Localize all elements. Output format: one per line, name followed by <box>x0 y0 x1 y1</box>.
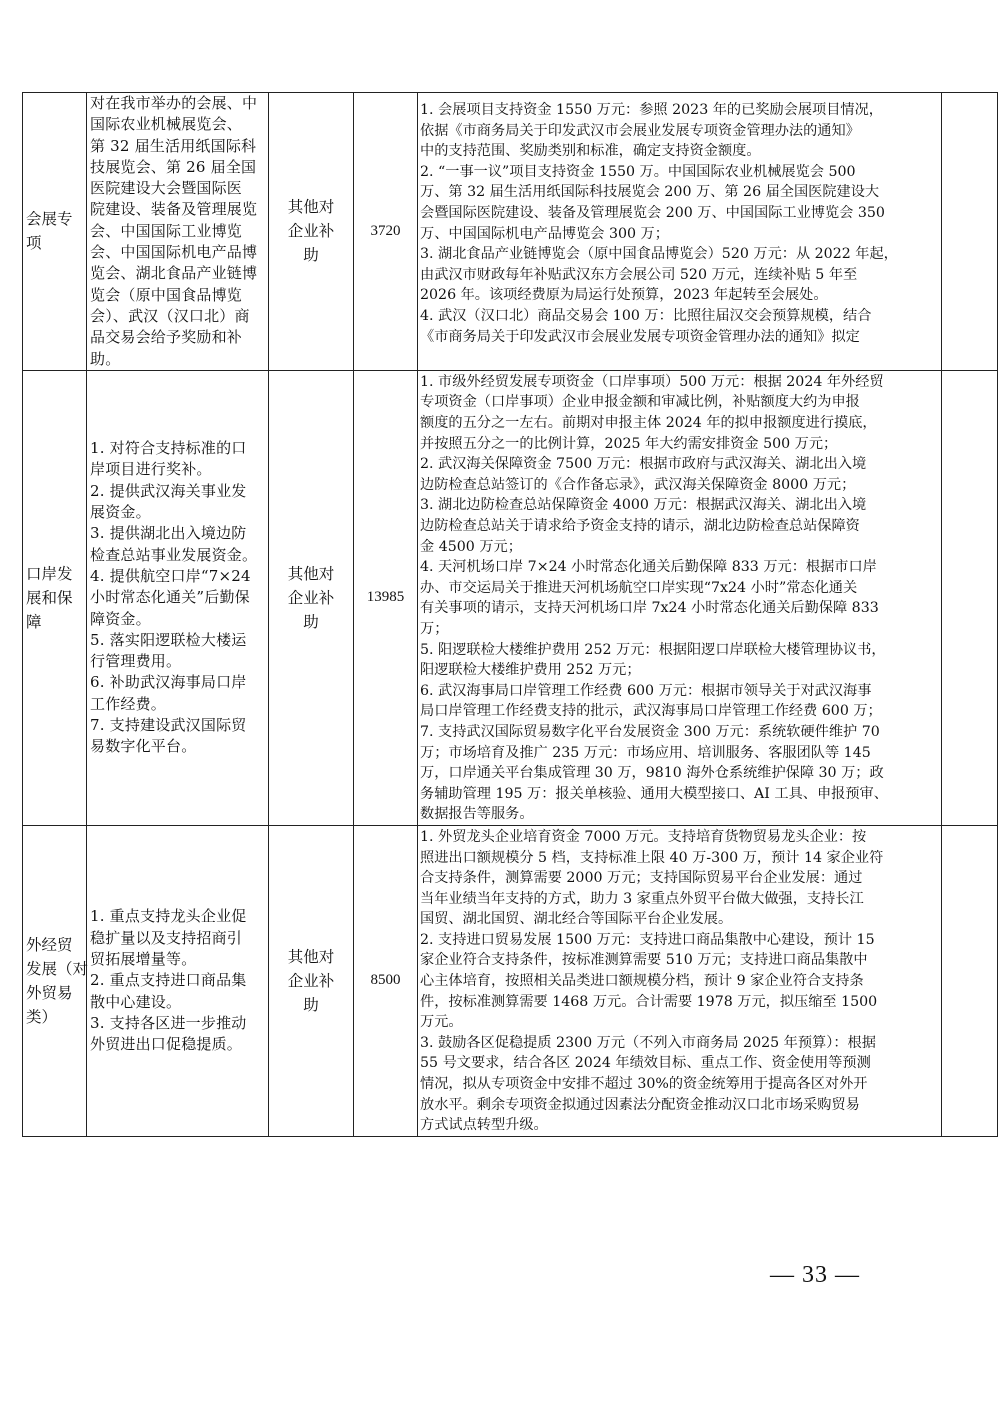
text-line: 国际农业机械展览会、 <box>90 115 243 134</box>
text-line: 企业补 <box>287 971 335 990</box>
text-line: 院建设、装备及管理展览 <box>90 200 258 219</box>
text-line: 障资金。 <box>90 609 151 628</box>
text-line: 合支持条件，测算需要 2000 万元；支持国际贸易平台企业发展：通过 <box>420 870 863 887</box>
amount-cell: 8500 <box>354 825 418 1136</box>
text-line: 展资金。 <box>90 503 151 522</box>
text-line: 助。 <box>90 349 121 368</box>
text-line: 家企业符合支持条件，按标准测算需要 510 万元；支持进口商品集散中 <box>420 952 868 969</box>
text-line: 万、中国国际机电产品博览会 300 万； <box>420 225 669 242</box>
text-line: 万； <box>420 620 449 637</box>
note-cell <box>942 370 998 825</box>
text-line: 数据报告等服务。 <box>420 806 534 823</box>
text-line: 心主体培育，按照相关品类进口额规模分档，预计 9 家企业符合支持条 <box>420 973 864 990</box>
text-line: 项 <box>26 234 42 253</box>
calculation-basis-cell <box>418 370 942 825</box>
project-name-cell <box>23 93 87 371</box>
amount-cell: 3720 <box>354 93 418 371</box>
text-line: 放水平。剩余专项资金拟通过因素法分配资金推动汉口北市场采购贸易 <box>420 1096 860 1113</box>
text-line: 7. 支持武汉国际贸易数字化平台发展资金 300 万元：系统软硬件维护 70 <box>420 723 880 740</box>
text-line: 技展览会、第 26 届全国 <box>90 157 257 176</box>
text-line: 易数字化平台。 <box>90 737 197 756</box>
text-line: 医院建设大会暨国际医 <box>90 179 243 198</box>
text-line: 有关事项的请示，支持天河机场口岸 7x24 小时常态化通关后勤保障 833 <box>420 600 879 617</box>
text-line: 2. 提供武汉海关事业发 <box>90 481 247 500</box>
project-description-cell <box>87 93 269 371</box>
text-line: 岸项目进行奖补。 <box>90 460 212 479</box>
text-line: 展和保 <box>26 588 73 607</box>
text-line: 会、中国国际工业博览 <box>90 221 243 240</box>
text-line: 1. 对符合支持标准的口 <box>90 439 247 458</box>
text-line: 3. 支持各区进一步推动 <box>90 1013 247 1032</box>
text-line: 第 32 届生活用纸国际科 <box>90 136 257 155</box>
text-line: 55 号文要求，结合各区 2024 年绩效目标、重点工作、资金使用等预测 <box>420 1055 871 1072</box>
text-line: 外贸进出口促稳提质。 <box>90 1035 243 1054</box>
text-line: 行管理费用。 <box>90 652 182 671</box>
table-row <box>23 93 998 371</box>
page-number: — 33 — <box>770 1262 860 1288</box>
calculation-basis-cell <box>418 93 942 371</box>
text-line: 照进出口额规模分 5 档，支持标准上限 40 万-300 万，预计 14 家企业符 <box>420 849 884 866</box>
text-line: 其他对 <box>287 947 335 966</box>
text-line: 2. 支持进口贸易发展 1500 万元：支持进口商品集散中心建设，预计 15 <box>420 931 875 948</box>
text-line: 7. 支持建设武汉国际贸 <box>90 716 247 735</box>
text-line: 外贸易 <box>26 983 73 1002</box>
text-line: 万；市场培育及推广 235 万元：市场应用、培训服务、客服团队等 145 <box>420 744 871 761</box>
text-line: 方式试点转型升级。 <box>420 1117 548 1134</box>
table-row <box>23 370 998 825</box>
project-description-cell <box>87 825 269 1136</box>
text-line: 件，按标准测算需要 1468 万元。合计需要 1978 万元，拟压缩至 1500 <box>420 993 878 1010</box>
text-line: 3. 鼓励各区促稳提质 2300 万元（不列入市商务局 2025 年预算）：根据 <box>420 1034 876 1051</box>
text-line: 企业补 <box>287 588 335 607</box>
text-line: 国贸、湖北国贸、湖北经合等国际平台企业发展。 <box>420 911 733 928</box>
text-line: 局口岸管理工作经费支持的批示，武汉海事局口岸管理工作经费 600 万； <box>420 703 882 720</box>
text-line: 阳逻联检大楼维护费用 252 万元； <box>420 662 641 679</box>
text-line: 3. 提供湖北出入境边防 <box>90 524 247 543</box>
text-line: 会）、武汉（汉口北）商 <box>90 306 250 325</box>
text-line: 务辅助管理 195 万：报关单核验、通用大模型接口、AI 工具、申报预审、 <box>420 785 888 802</box>
text-line: 中的支持范围、奖励类别和标准，确定支持资金额度。 <box>420 143 761 160</box>
text-line: 览会、湖北食品产业链博 <box>90 264 258 283</box>
text-line: 发展（对 <box>26 959 89 978</box>
text-line: 5. 阳逻联检大楼维护费用 252 万元：根据阳逻口岸联检大楼管理协议书， <box>420 641 886 658</box>
text-line: 4. 武汉（汉口北）商品交易会 100 万：比照往届汉交会预算规模，结合 <box>420 307 872 324</box>
text-line: 会展专 <box>26 210 73 229</box>
text-line: 2026 年。该项经费原为局运行处预算，2023 年起转至会展处。 <box>420 287 828 304</box>
text-line: 2. “一事一议”项目支持资金 1550 万。中国国际农业机械展览会 500 <box>420 163 856 180</box>
text-line: 边防检查总站关于请求给予资金支持的请示，湖北边防检查总站保障资 <box>420 518 860 535</box>
text-line: 检查总站事业发展资金。 <box>90 545 258 564</box>
text-line: 外经贸 <box>26 935 73 954</box>
text-line: 万，口岸通关平台集成管理 30 万，9810 海外仓系统维护保障 30 万；政 <box>420 765 884 782</box>
calculation-basis-cell <box>418 825 942 1136</box>
text-line: 当年业绩当年支持的方式，助力 3 家重点外贸平台做大做强，支持长江 <box>420 890 864 907</box>
funding-type-cell <box>269 370 354 825</box>
text-line: 贸拓展增量等。 <box>90 949 197 968</box>
text-line: 万、第 32 届生活用纸国际科技展览会 200 万、第 26 届全国医院建设大 <box>420 184 880 201</box>
text-line: 品交易会给予奖励和补 <box>90 328 243 347</box>
text-line: 5. 落实阳逻联检大楼运 <box>90 630 247 649</box>
text-line: 其他对 <box>287 198 335 217</box>
text-line: 稳扩量以及支持招商引 <box>90 928 243 947</box>
funding-type-cell <box>269 825 354 1136</box>
text-line: 2. 武汉海关保障资金 7500 万元：根据市政府与武汉海关、湖北出入境 <box>420 456 867 473</box>
text-line: 小时常态化通关”后勤保 <box>90 588 250 607</box>
project-name-cell <box>23 370 87 825</box>
text-line: 会暨国际医院建设、装备及管理展览会 200 万、中国国际工业博览会 350 <box>420 204 885 221</box>
text-line: 1. 重点支持龙头企业促 <box>90 907 247 926</box>
text-line: 万元。 <box>420 1014 463 1031</box>
text-line: 散中心建设。 <box>90 992 182 1011</box>
text-line: 6. 武汉海事局口岸管理工作经费 600 万元：根据市领导关于对武汉海事 <box>420 682 872 699</box>
text-line: 助 <box>303 246 319 265</box>
text-line: 3. 湖北食品产业链博览会（原中国食品博览会）520 万元：从 2022 年起， <box>420 246 898 263</box>
text-line: 并按照五分之一的比例计算，2025 年大约需安排资金 500 万元； <box>420 435 838 452</box>
text-line: 1. 外贸龙头企业培育资金 7000 万元。支持培育货物贸易龙头企业：按 <box>420 828 867 845</box>
funding-type-cell <box>269 93 354 371</box>
project-description-cell <box>87 370 269 825</box>
amount-cell: 13985 <box>354 370 418 825</box>
table-row <box>23 825 998 1136</box>
text-line: 工作经费。 <box>90 694 167 713</box>
note-cell <box>942 93 998 371</box>
text-line: 对在我市举办的会展、中 <box>90 94 258 112</box>
text-line: 企业补 <box>287 222 335 241</box>
text-line: 额度的五分之一左右。前期对申报主体 2024 年的拟申报额度进行摸底， <box>420 415 877 432</box>
text-line: 6. 补助武汉海事局口岸 <box>90 673 247 692</box>
text-line: 2. 重点支持进口商品集 <box>90 971 247 990</box>
text-line: 览会（原中国食品博览 <box>90 285 243 304</box>
text-line: 4. 提供航空口岸“7×24 <box>90 566 251 585</box>
text-line: 3. 湖北边防检查总站保障资金 4000 万元：根据武汉海关、湖北出入境 <box>420 497 867 514</box>
project-name-cell <box>23 825 87 1136</box>
text-line: 1. 市级外经贸发展专项资金（口岸事项）500 万元：根据 2024 年外经贸 <box>420 373 884 390</box>
text-line: 1. 会展项目支持资金 1550 万元：参照 2023 年的已奖励会展项目情况， <box>420 102 883 118</box>
text-line: 金 4500 万元； <box>420 538 522 555</box>
text-line: 4. 天河机场口岸 7×24 小时常态化通关后勤保障 833 万元：根据市口岸 <box>420 559 877 576</box>
text-line: 助 <box>303 995 319 1014</box>
text-line: 办、市交运局关于推进天河机场航空口岸实现“7x24 小时”常态化通关 <box>420 579 858 596</box>
text-line: 类） <box>26 1007 58 1026</box>
text-line: 《市商务局关于印发武汉市会展业发展专项资金管理办法的通知》拟定 <box>420 328 860 345</box>
note-cell <box>942 825 998 1136</box>
text-line: 由武汉市财政每年补贴武汉东方会展公司 520 万元，连续补贴 5 年至 <box>420 266 858 283</box>
funding-table <box>22 92 998 1137</box>
text-line: 助 <box>303 612 319 631</box>
text-line: 口岸发 <box>26 564 73 583</box>
text-line: 专项资金（口岸事项）企业申报金额和审减比例，补贴额度大约为申报 <box>420 394 860 411</box>
text-line: 其他对 <box>287 564 335 583</box>
text-line: 情况，拟从专项资金中安排不超过 30%的资金统筹用于提高各区对外开 <box>420 1076 868 1093</box>
text-line: 障 <box>26 612 42 631</box>
text-line: 会、中国国际机电产品博 <box>90 243 258 262</box>
text-line: 依据《市商务局关于印发武汉市会展业发展专项资金管理办法的通知》 <box>420 122 860 139</box>
text-line: 边防检查总站签订的《合作备忘录》，武汉海关保障资金 8000 万元； <box>420 476 856 493</box>
